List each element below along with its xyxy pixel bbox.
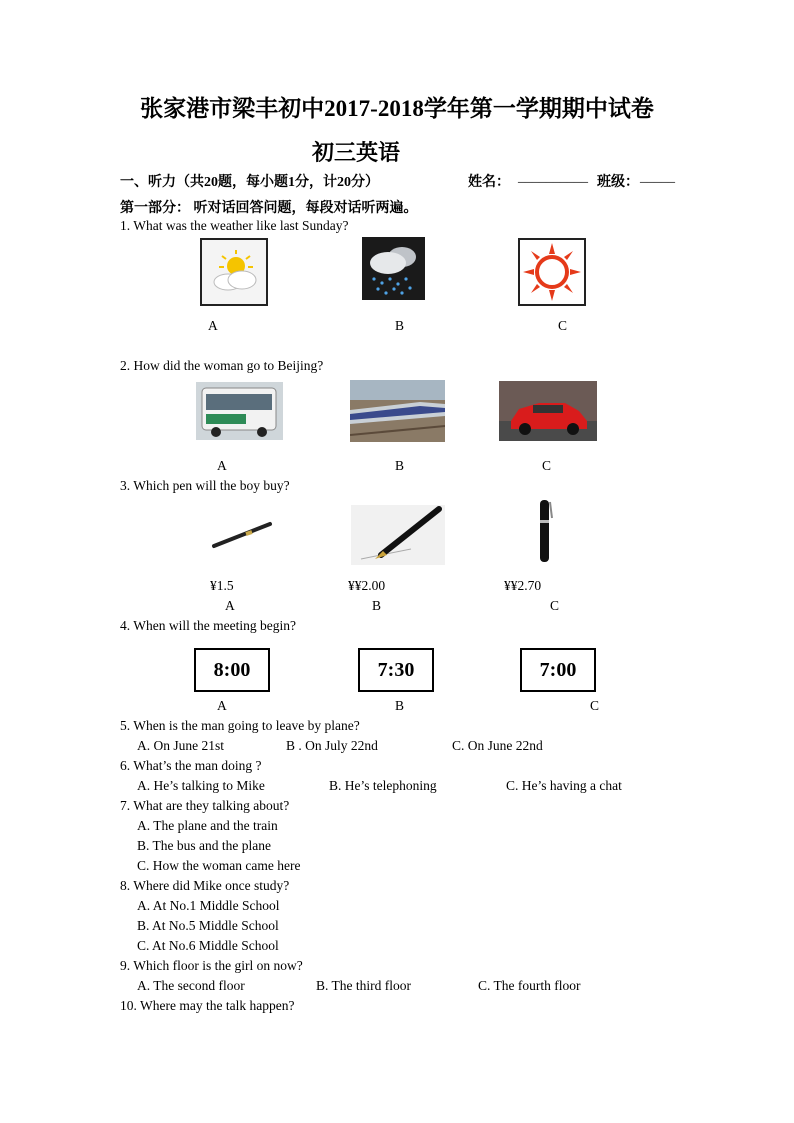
q8-option-a: A. At No.1 Middle School [137, 898, 280, 913]
question-4: 4. When will the meeting begin? [120, 618, 296, 633]
question-5: 5. When is the man going to leave by plane? [120, 718, 360, 733]
q4-label-a: A [217, 698, 227, 713]
question-6: 6. What’s the man doing ? [120, 758, 262, 773]
q6-option-c: C. He’s having a chat [506, 778, 622, 793]
clock-7-00: 7:00 [520, 648, 596, 692]
page-title: 张家港市梁丰初中2017-2018学年第一学期期中试卷 [140, 96, 654, 121]
class-label: 班级： [597, 175, 639, 190]
pen-photo [206, 510, 276, 554]
q3-price-b: ¥¥2.00 [348, 578, 386, 593]
q3-label-b: B [372, 598, 382, 613]
name-blank[interactable]: __________ [518, 170, 588, 185]
q5-option-c: C. On June 22nd [452, 738, 543, 753]
q9-option-c: C. The fourth floor [478, 978, 581, 993]
clock-8-00: 8:00 [194, 648, 270, 692]
rain-cloud-icon [362, 237, 425, 300]
partly-cloudy-icon [200, 238, 268, 306]
q4-label-c: C [590, 698, 600, 713]
question-2: 2. How did the woman go to Beijing? [120, 358, 324, 373]
question-10: 10. Where may the talk happen? [120, 998, 295, 1013]
q3-price-a: ¥1.5 [210, 578, 234, 593]
q2-label-b: B [395, 458, 405, 473]
question-8: 8. Where did Mike once study? [120, 878, 290, 893]
q3-label-a: A [225, 598, 235, 613]
q6-option-a: A. He’s talking to Mike [137, 778, 265, 793]
question-9: 9. Which floor is the girl on now? [120, 958, 303, 973]
q7-option-b: B. The bus and the plane [137, 838, 271, 853]
q3-label-c: C [550, 598, 560, 613]
question-7: 7. What are they talking about? [120, 798, 290, 813]
q2-label-c: C [542, 458, 552, 473]
black-pen-photo [528, 496, 562, 566]
part1-instructions: 第一部分： 听对话回答问题，每段对话听两遍。 [120, 201, 418, 216]
q6-option-b: B. He’s telephoning [329, 778, 437, 793]
q1-label-c: C [558, 318, 568, 333]
class-blank[interactable]: _____ [640, 170, 675, 185]
q7-option-c: C. How the woman came here [137, 858, 301, 873]
q8-option-b: B. At No.5 Middle School [137, 918, 279, 933]
car-photo [499, 381, 597, 441]
q9-option-b: B. The third floor [316, 978, 411, 993]
clock-7-30: 7:30 [358, 648, 434, 692]
q4-label-b: B [395, 698, 405, 713]
sun-icon [518, 238, 586, 306]
question-1: 1. What was the weather like last Sunday? [120, 218, 349, 233]
q5-option-b: B . On July 22nd [286, 738, 378, 753]
q5-option-a: A. On June 21st [137, 738, 224, 753]
train-photo [350, 380, 445, 442]
question-3: 3. Which pen will the boy buy? [120, 478, 290, 493]
page-subtitle: 初三英语 [312, 140, 401, 165]
section-heading: 一、听力（共20题，每小题1分，计20分） [120, 175, 379, 190]
name-label: 姓名： [468, 175, 510, 190]
q3-price-c: ¥¥2.70 [504, 578, 542, 593]
q8-option-c: C. At No.6 Middle School [137, 938, 279, 953]
q1-label-b: B [395, 318, 405, 333]
q9-option-a: A. The second floor [137, 978, 245, 993]
fountain-pen-photo [351, 505, 445, 565]
bus-photo [196, 382, 283, 440]
q7-option-a: A. The plane and the train [137, 818, 278, 833]
q2-label-a: A [217, 458, 227, 473]
q1-label-a: A [208, 318, 218, 333]
